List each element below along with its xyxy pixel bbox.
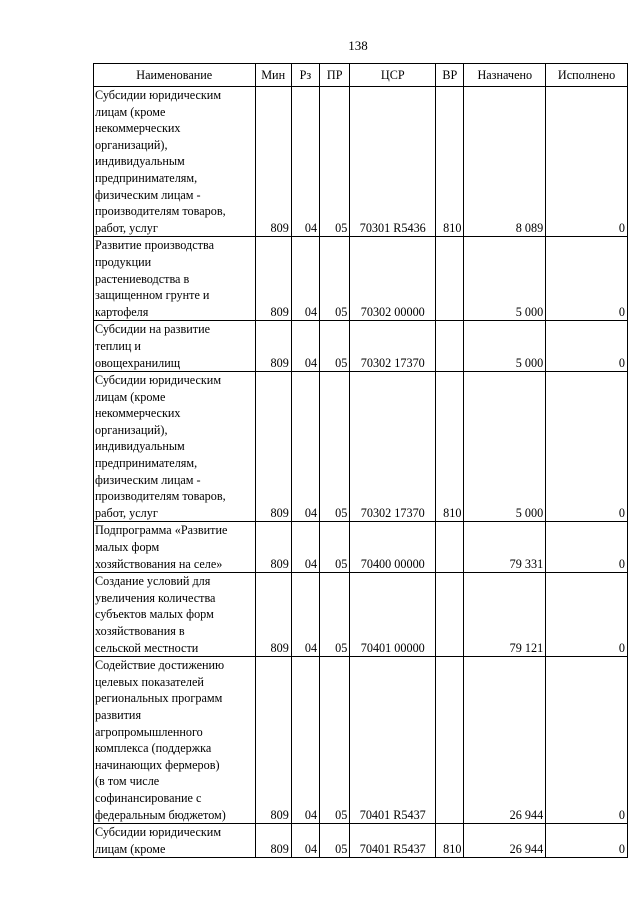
row-name-line: теплиц и [95, 338, 141, 353]
row-pr-cell: 05 [320, 372, 350, 522]
table-row [94, 372, 628, 522]
row-name-line: индивидуальным [95, 154, 185, 169]
row-vr-cell [436, 237, 464, 321]
row-assigned-cell: 79 331 [464, 522, 546, 573]
row-min-cell: 809 [255, 657, 291, 824]
row-name-line: комплекса (поддержка [95, 741, 212, 756]
row-csr-cell: 70302 17370 [350, 372, 436, 522]
row-name-line: некоммерческих [95, 406, 181, 421]
row-assigned-cell: 26 944 [464, 824, 546, 858]
row-min-cell: 809 [255, 372, 291, 522]
row-name-line: производителям товаров, [95, 204, 226, 219]
row-pr-cell: 05 [320, 321, 350, 372]
row-executed-cell: 0 [546, 372, 628, 522]
row-name-line: субъектов малых форм [95, 607, 214, 622]
row-name-line: Содействие достижению [95, 658, 225, 673]
row-csr-cell: 70400 00000 [350, 522, 436, 573]
row-name-line: картофеля [95, 304, 149, 319]
row-vr-cell: 810 [436, 87, 464, 237]
table-row [94, 237, 628, 321]
row-rz-cell: 04 [291, 237, 319, 321]
row-name-line: (в том числе [95, 774, 160, 789]
row-name-line: предпринимателям, [95, 456, 198, 471]
row-csr-cell: 70302 17370 [350, 321, 436, 372]
row-rz-cell: 04 [291, 657, 319, 824]
row-vr-cell [436, 321, 464, 372]
row-name-line: Создание условий для [95, 574, 211, 589]
row-rz-cell: 04 [291, 87, 319, 237]
row-name-cell [94, 522, 256, 573]
header-pr: ПР [320, 64, 350, 87]
header-name: Наименование [94, 64, 256, 87]
row-executed-cell: 0 [546, 237, 628, 321]
budget-table [93, 63, 628, 858]
row-name-line: сельской местности [95, 640, 199, 655]
row-assigned-cell: 79 121 [464, 573, 546, 657]
row-name-cell [94, 657, 256, 824]
row-name-line: Субсидии на развитие [95, 322, 211, 337]
row-name-line: растениеводства в [95, 271, 190, 286]
row-name-line: агропромышленного [95, 724, 203, 739]
row-name-line: защищенном грунте и [95, 288, 210, 303]
table-row [94, 522, 628, 573]
row-name-line: региональных программ [95, 691, 223, 706]
row-name-line: начинающих фермеров) [95, 757, 220, 772]
row-name-cell [94, 824, 256, 858]
table-row [94, 87, 628, 237]
row-pr-cell: 05 [320, 573, 350, 657]
row-csr-cell: 70302 00000 [350, 237, 436, 321]
row-name-line: Субсидии юридическим [95, 373, 222, 388]
row-executed-cell: 0 [546, 321, 628, 372]
row-assigned-cell: 5 000 [464, 321, 546, 372]
row-name-line: работ, услуг [95, 505, 158, 520]
row-name-line: предпринимателям, [95, 170, 198, 185]
row-pr-cell: 05 [320, 522, 350, 573]
row-executed-cell: 0 [546, 87, 628, 237]
row-name-line: федеральным бюджетом) [95, 807, 226, 822]
row-vr-cell [436, 522, 464, 573]
header-csr: ЦСР [350, 64, 436, 87]
row-pr-cell: 05 [320, 824, 350, 858]
row-name-line: производителям товаров, [95, 489, 226, 504]
row-name-line: организаций), [95, 422, 168, 437]
row-executed-cell: 0 [546, 573, 628, 657]
row-vr-cell: 810 [436, 824, 464, 858]
row-name-line: развития [95, 707, 142, 722]
header-rz: Рз [291, 64, 319, 87]
row-csr-cell: 70401 R5437 [350, 824, 436, 858]
row-name-line: некоммерческих [95, 121, 181, 136]
row-name-line: хозяйствования на селе» [95, 556, 223, 571]
row-rz-cell: 04 [291, 573, 319, 657]
row-rz-cell: 04 [291, 824, 319, 858]
row-name-line: Развитие производства [95, 238, 214, 253]
row-min-cell: 809 [255, 237, 291, 321]
table-body [94, 87, 628, 858]
row-name-line: индивидуальным [95, 439, 185, 454]
row-name-line: лицам (кроме [95, 841, 166, 856]
row-min-cell: 809 [255, 87, 291, 237]
row-assigned-cell: 26 944 [464, 657, 546, 824]
row-name-line: увеличения количества [95, 590, 216, 605]
row-executed-cell: 0 [546, 824, 628, 858]
header-vr: ВР [436, 64, 464, 87]
row-executed-cell: 0 [546, 657, 628, 824]
page-number: 138 [348, 38, 368, 53]
table-row [94, 657, 628, 824]
row-min-cell: 809 [255, 824, 291, 858]
row-name-line: продукции [95, 254, 152, 269]
row-name-cell [94, 573, 256, 657]
row-csr-cell: 70401 R5437 [350, 657, 436, 824]
row-name-line: лицам (кроме [95, 389, 166, 404]
row-name-cell [94, 237, 256, 321]
row-rz-cell: 04 [291, 522, 319, 573]
header-min: Мин [255, 64, 291, 87]
row-pr-cell: 05 [320, 87, 350, 237]
table-row [94, 573, 628, 657]
row-name-cell [94, 87, 256, 237]
row-name-line: хозяйствования в [95, 624, 185, 638]
row-name-line: Субсидии юридическим [95, 825, 222, 840]
row-vr-cell [436, 657, 464, 824]
row-name-line: софинансирование с [95, 790, 202, 805]
row-name-line: малых форм [95, 540, 160, 555]
table-row [94, 824, 628, 858]
row-name-line: физическим лицам - [95, 187, 201, 202]
row-min-cell: 809 [255, 573, 291, 657]
row-assigned-cell: 8 089 [464, 87, 546, 237]
row-rz-cell: 04 [291, 372, 319, 522]
row-name-line: лицам (кроме [95, 104, 166, 119]
row-name-line: работ, услуг [95, 220, 158, 235]
row-vr-cell [436, 573, 464, 657]
row-name-line: физическим лицам - [95, 472, 201, 487]
row-name-cell [94, 372, 256, 522]
row-pr-cell: 05 [320, 657, 350, 824]
row-min-cell: 809 [255, 321, 291, 372]
row-name-line: Подпрограмма «Развитие [95, 523, 228, 538]
row-assigned-cell: 5 000 [464, 237, 546, 321]
header-executed: Исполнено [546, 64, 628, 87]
header-assigned: Назначено [464, 64, 546, 87]
row-csr-cell: 70401 00000 [350, 573, 436, 657]
row-vr-cell: 810 [436, 372, 464, 522]
row-min-cell: 809 [255, 522, 291, 573]
row-pr-cell: 05 [320, 237, 350, 321]
row-executed-cell: 0 [546, 522, 628, 573]
row-assigned-cell: 5 000 [464, 372, 546, 522]
row-name-line: организаций), [95, 137, 168, 152]
table-row [94, 321, 628, 372]
row-name-cell [94, 321, 256, 372]
row-name-line: Субсидии юридическим [95, 88, 222, 102]
row-rz-cell: 04 [291, 321, 319, 372]
row-name-line: целевых показателей [95, 674, 204, 689]
table-header-row [94, 64, 628, 87]
row-csr-cell: 70301 R5436 [350, 87, 436, 237]
row-name-line: овощехранилищ [95, 355, 181, 370]
